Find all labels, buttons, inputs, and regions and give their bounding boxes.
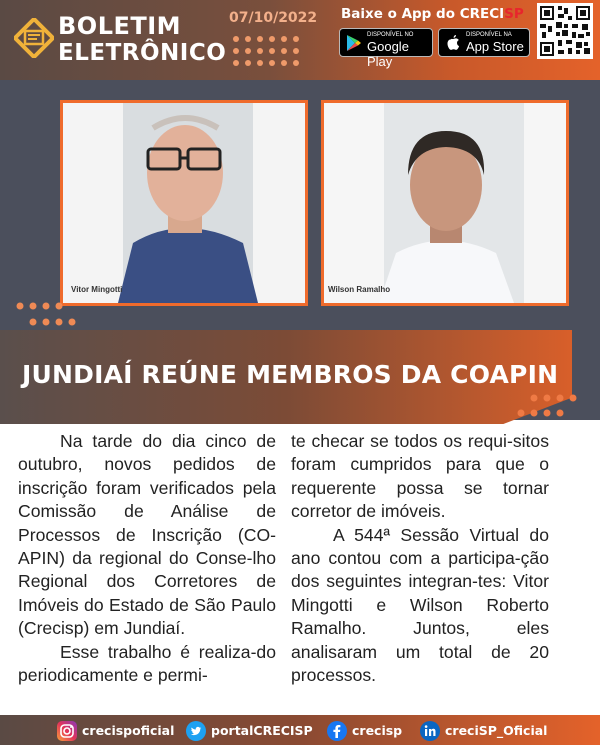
article-paragraph: A 544ª Sessão Virtual do ano contou com a participa-ção dos seguintes integran-tes: Vitor Mingotti e Wilson Roberto Ramalho. Juntos, eles analisaram um total de 20 processos. [291,524,549,686]
header-bar [0,0,600,80]
linkedin-handle: creciSP_Oficial [445,723,548,738]
decorative-dots [516,394,586,420]
social-footer [0,715,600,745]
participant-photo [324,103,566,303]
video-frame-vitor [60,100,308,306]
app-title-prefix: Baixe o App do [341,6,460,22]
participant-photo [63,103,305,303]
article-column-2 [291,430,549,687]
video-frame-wilson [321,100,569,306]
google-play-icon [346,34,362,52]
instagram-handle: crecispoficial [82,723,175,738]
logo-badge-icon [14,18,54,58]
decorative-dots [16,302,88,328]
brand-line-1: BOLETIM [58,12,182,40]
app-download-title [341,6,524,22]
twitter-handle: portalCRECISP [211,723,313,738]
article-paragraph: te checar se todos os requi-sitos foram cumpridos para que o requerente possa se tornar corretor de imóveis. [291,431,549,522]
article-paragraph: Esse trabalho é realiza-do periodicamente e permi- [18,641,276,686]
app-title-brand-a: CRECI [459,6,505,22]
apple-icon [445,34,461,52]
decorative-dots [230,34,310,66]
article-paragraph: Na tarde do dia cinco de outubro, novos pedidos de inscrição foram verificados pela Comissão de Análise de Processos de Inscrição (CO-APIN) da regional do Conse-lho Regional dos Corretores de Imóveis do Estado de São Paulo (Crecisp) em Jundiaí. [18,431,276,639]
instagram-icon [57,721,77,741]
app-store-button[interactable] [438,28,530,57]
facebook-icon [327,721,347,741]
article-title: JUNDIAÍ REÚNE MEMBROS DA COAPIN [22,360,559,389]
participant-name-caption: Vitor Mingotti [71,285,123,294]
article-body [18,430,584,715]
facebook-handle: crecisp [352,723,403,738]
qr-code-icon[interactable] [537,3,593,59]
google-play-button[interactable] [339,28,433,69]
google-play-label: Google Play [367,39,409,69]
brand-line-2: ELETRÔNICO [58,40,227,66]
app-store-label: App Store [466,39,524,54]
twitter-icon [186,721,206,741]
issue-date: 07/10/2022 [229,10,318,26]
participant-name-caption: Wilson Ramalho [328,285,391,294]
article-column-1 [18,430,276,687]
newsletter-brand [58,13,226,67]
app-title-brand-b: SP [504,6,524,22]
linkedin-icon [420,721,440,741]
google-play-small-text: DISPONÍVEL NO [367,32,414,38]
app-store-small-text: DISPONÍVEL NA [466,32,512,38]
